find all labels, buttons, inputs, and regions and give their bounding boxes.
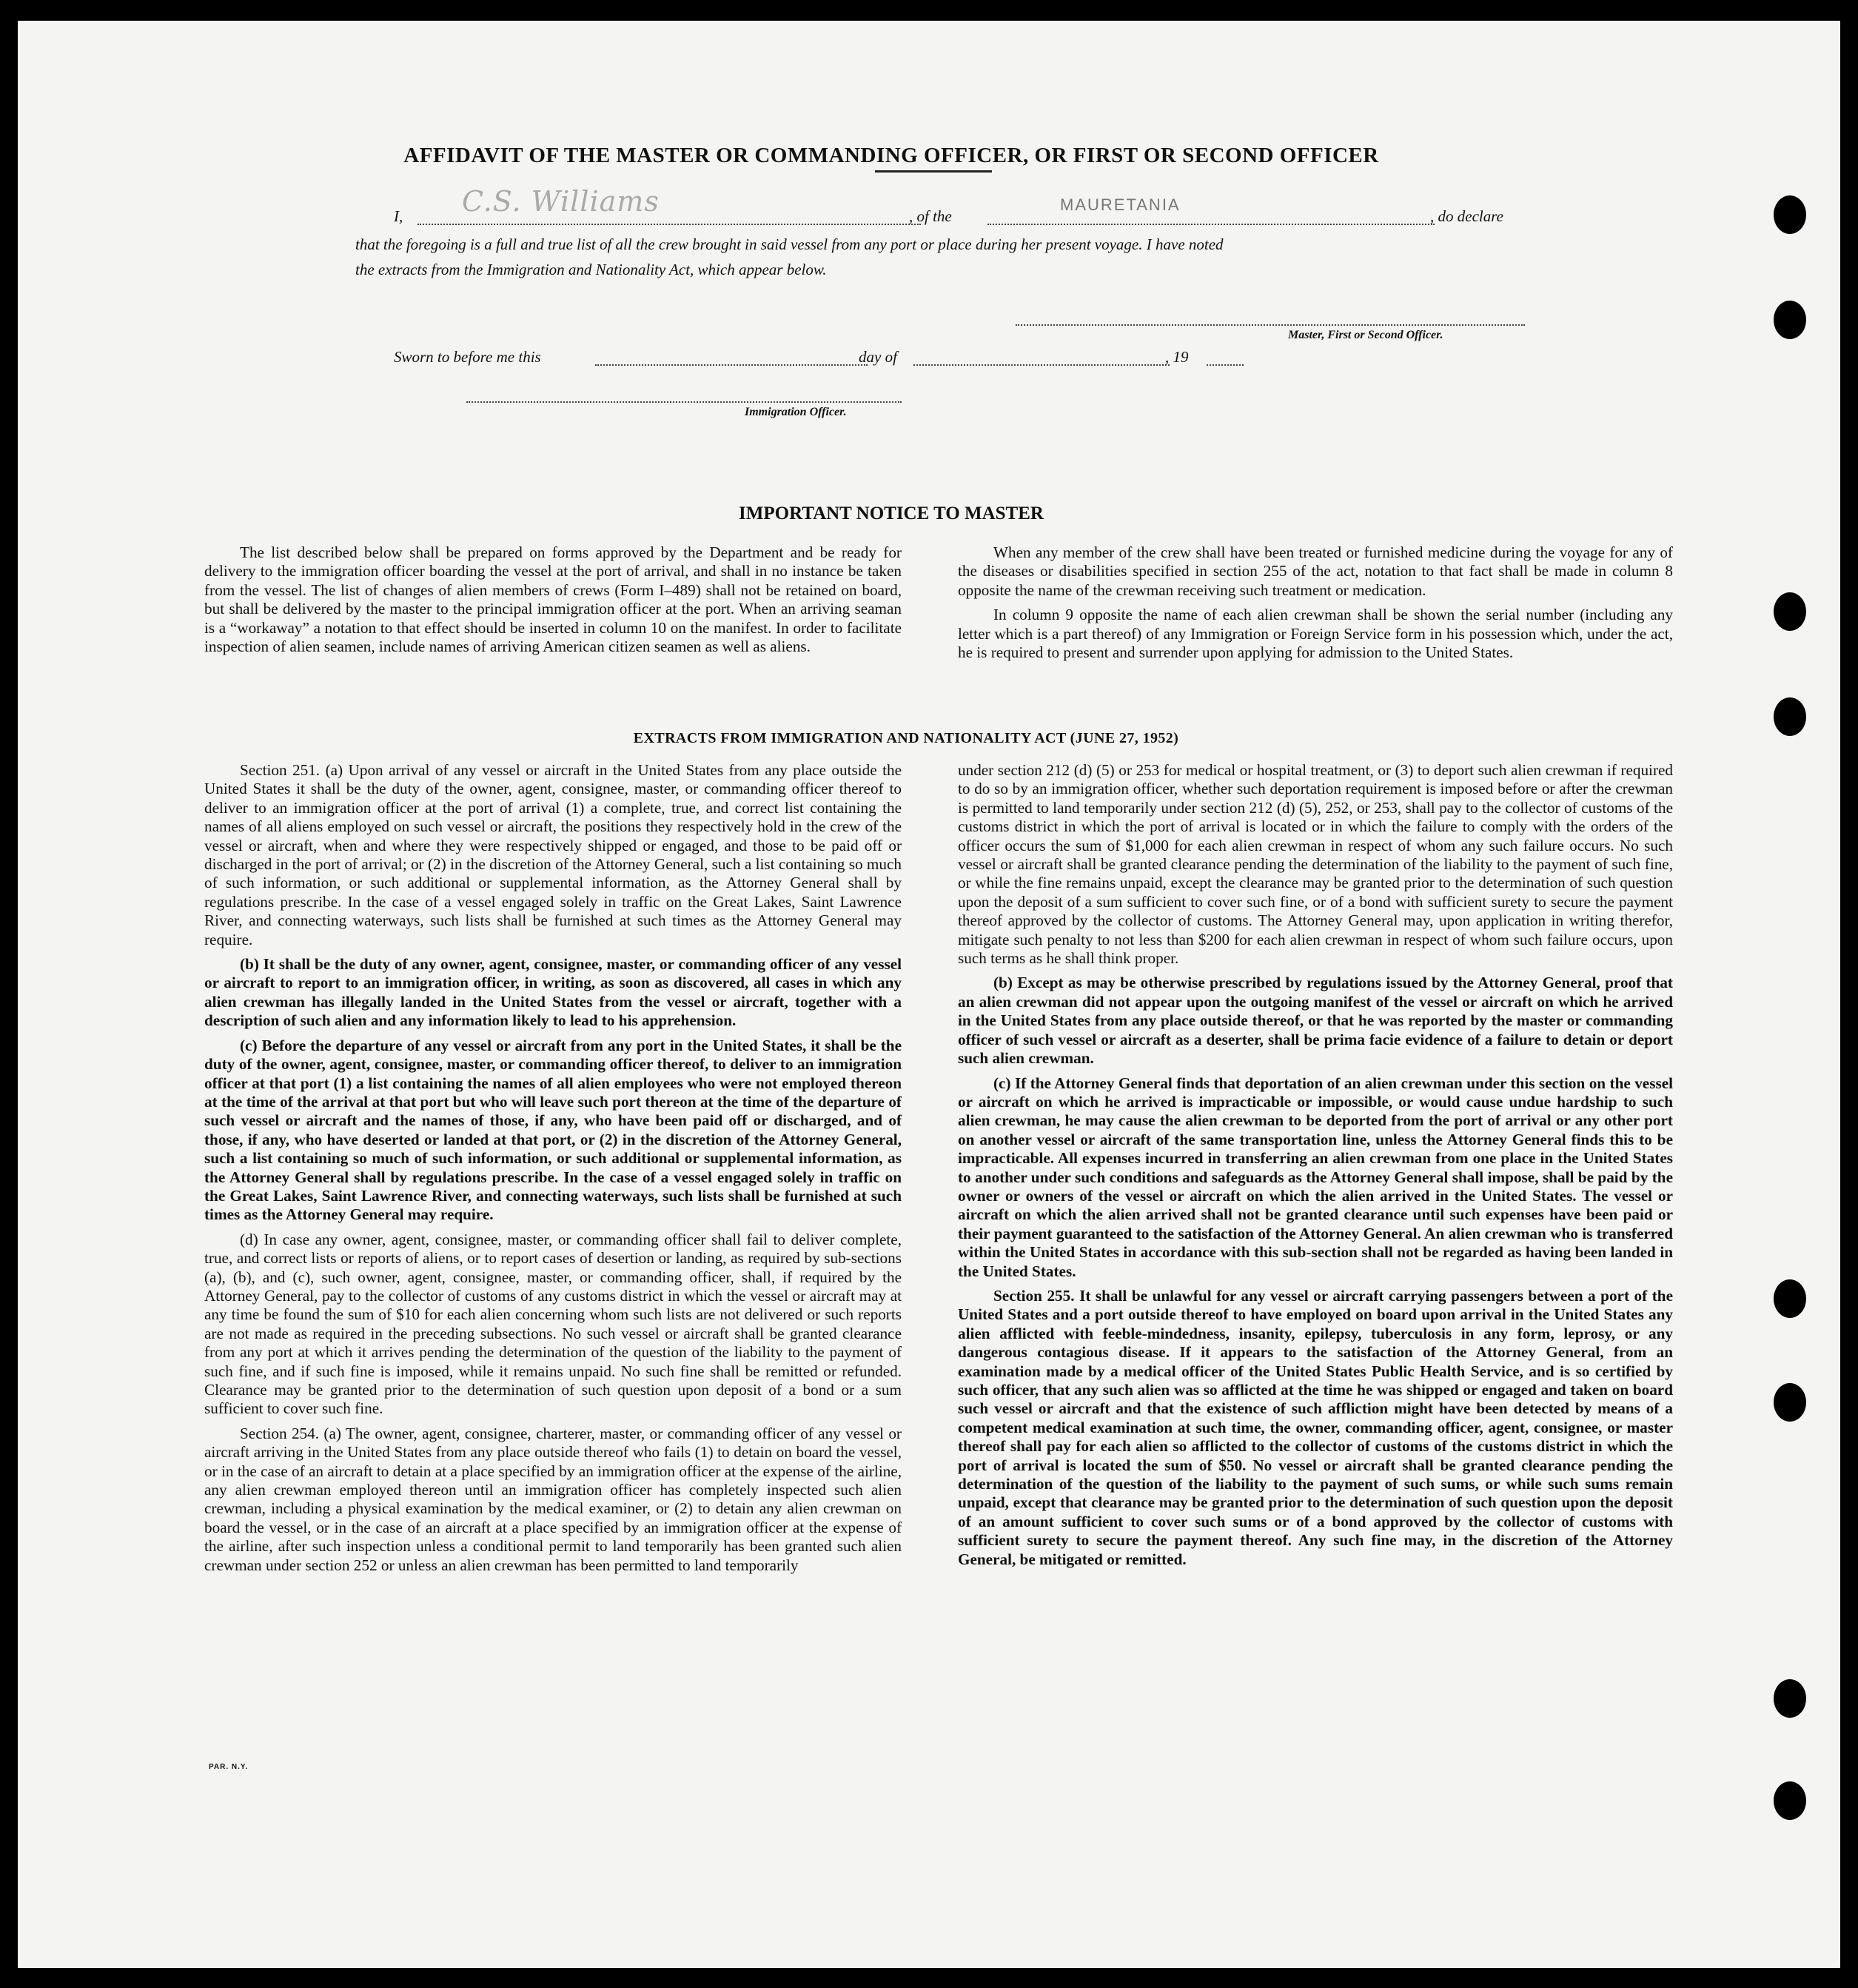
section-254-a-continued: under section 212 (d) (5) or 253 for medical or hospital treatment, or (3) to deport such alien crewman if required to do so by an immigration officer, whether such deportation requirement is imposed before or after the crewman is permitted to land temporarily under section 212 (d) (5), 252, or 253, shall pay to the collector of customs of the customs district in which the port of arrival is located or in which the failure to comply with the orders of the officer occurs the sum of $1,000 for each alien crewman in respect of whom any such failure occurs. No such vessel or aircraft shall be granted clearance pending the determination of the liability to the payment of such fine, or while the fine remains unpaid, except the clearance may be granted prior to the determination of such question upon the deposit of a sum sufficient to cover such fine, or of a bond with sufficient surety to secure the payment thereof approved by the collector of customs. The Attorney General may, upon application in writing therefor, mitigate such penalty to not less than $200 for each alien crewman in respect of whom such failure occurs, upon such terms as he shall think proper. xyxy=(958,761,1673,968)
punch-hole xyxy=(1774,1279,1806,1318)
section-255: Section 255. It shall be unlawful for any vessel or aircraft carrying passengers between a port of the United States and a port outside thereof to have employed on board upon arrival in the United States any alien afflicted with feeble-mindedness, insanity, epilepsy, tuberculosis in any form, leprosy, or any dangerous contagious disease. If it appears to the satisfaction of the Attorney General, from an examination made by a medical officer of the United States Public Health Service, and is so certified by such officer, that any such alien was so afflicted at the time he was shipped or engaged and taken on board such vessel or aircraft and that the existence of such affliction might have been detected by means of a competent medical examination at such time, the owner, commanding officer, agent, consignee, or master thereof shall pay for each alien so afflicted to the collector of customs of the customs district in which the port of arrival is located the sum of $50. No vessel or aircraft shall be granted clearance pending the determination of the question of the liability to the payment of such sums, or while such sums remain unpaid, except that clearance may be granted prior to the determination of such question upon the deposit of an amount sufficient to cover such sums or of a bond approved by the collector of customs with sufficient surety to secure the payment thereof. Any such fine may, in the discretion of the Attorney General, be mitigated or remitted. xyxy=(958,1286,1673,1568)
sworn-label: Sworn to before me this xyxy=(394,348,541,366)
master-signature: C.S. Williams xyxy=(462,185,660,218)
day-of-label: day of xyxy=(859,348,897,366)
master-signature-line xyxy=(1016,324,1525,326)
punch-hole xyxy=(1774,1679,1806,1718)
notice-right-paragraph-1: When any member of the crew shall have been treated or furnished medicine during the voyage for any of the diseases or disabilities specified in section 255 of the act, notation to that fact shall be made in column 8 opposite the name of the crewman receiving such treatment or medication. xyxy=(958,543,1673,599)
declaration-line-2: the extracts from the Immigration and Nationality Act, which appear below. xyxy=(355,261,827,278)
notice-title: IMPORTANT NOTICE TO MASTER xyxy=(739,503,1044,523)
immigration-officer-line xyxy=(466,401,902,403)
extracts-title: EXTRACTS FROM IMMIGRATION AND NATIONALITY ACT (JUNE 27, 1952) xyxy=(633,730,1179,746)
document-page xyxy=(18,21,1840,1968)
name-line xyxy=(417,224,921,225)
section-254-c: (c) If the Attorney General finds that deportation of an alien crewman under this section on the vessel or aircraft on which he arrived is impracticable or impossible, or would cause undue hardship to such alien crewman, he may cause the alien crewman to be deported from the port of arrival or any other port on another vessel or aircraft of the same transportation line, unless the Attorney General finds this to be impracticable. All expenses incurred in transferring an alien crewman from one place in the United States to another under such conditions and safeguards as the Attorney General shall impose, shall be paid by the owner or owners of the vessel or aircraft on which the alien arrived in the United States. The vessel or aircraft on which the alien arrived shall not be granted clearance until such expenses have been paid or their payment guaranteed to the satisfaction of the Attorney General. An alien crewman who is transferred within the United States in accordance with this sub-section shall not be regarded as having been landed in the United States. xyxy=(958,1074,1673,1280)
section-254-b: (b) Except as may be otherwise prescribed by regulations issued by the Attorney General, proof that an alien crewman did not appear upon the outgoing manifest of the vessel or aircraft on which he arrived in the United States from any place outside thereof, or that he was reported by the master or commanding officer of such vessel or aircraft as a deserter, shall be prima facie evidence of a failure to detain or deport such alien crewman. xyxy=(958,974,1673,1068)
vessel-name-stamp: MAURETANIA xyxy=(1060,195,1181,214)
affidavit-title: AFFIDAVIT OF THE MASTER OR COMMANDING OFFICER, OR FIRST OR SECOND OFFICER xyxy=(403,144,1379,167)
sworn-day-line xyxy=(595,364,868,366)
i-label: I, xyxy=(394,207,403,225)
section-254-a: Section 254. (a) The owner, agent, consignee, charterer, master, or commanding officer of any vessel or aircraft arriving in the United States from any place outside thereof who fails (1) to detain on board the vessel, or in the case of an aircraft to detain at a place specified by an immigration officer at the expense of the airline, any alien crewman employed thereon until an immigration officer has completely inspected such alien crewman, including a physical examination by the medical examiner, or (2) to detain any alien crewman on board the vessel, or in the case of an aircraft at a place specified by an immigration officer at the expense of the airline, after such inspection unless a conditional permit to land temporarily has been granted such alien crewman under section 252 or unless an alien crewman has been permitted to land temporarily xyxy=(204,1424,902,1574)
section-251-d: (d) In case any owner, agent, consignee, master, or commanding officer shall fail to deliver complete, true, and correct lists or reports of aliens, or to report cases of desertion or landing, as required by sub-sections (a), (b), and (c), such owner, agent, consignee, master, or commanding officer, shall, if required by the Attorney General, pay to the collector of customs of any customs district in which the vessel or aircraft may at any time be found the sum of $10 for each alien concerning whom such lists are not delivered or such reports are not made as required in the preceding subsections. No such vessel or aircraft shall be granted clearance from any port at which it arrives pending the determination of the question of the liability to the payment of such fine, and if such fine is imposed, while it remains unpaid. No such fine shall be remitted or refunded. Clearance may be granted prior to the determination of such question upon deposit of a bond or a sum sufficient to cover such fine. xyxy=(204,1230,902,1418)
sworn-month-line xyxy=(913,364,1170,366)
notice-left-paragraph: The list described below shall be prepared on forms approved by the Department and be ready for delivery to the immigration officer boarding the vessel at the port of arrival, and shall in no instance be taken from the vessel. The list of changes of alien members of crews (Form I–489) shall not be retained on board, but shall be delivered by the master to the principal immigration officer at the port. When an arriving seaman is a “workaway” a notation to that effect should be inserted in column 10 on the manifest. In order to facilitate inspection of alien seamen, include names of arriving American citizen seamen as well as aliens. xyxy=(204,543,902,656)
extracts-right-column xyxy=(958,761,1673,1575)
section-251-b: (b) It shall be the duty of any owner, agent, consignee, master, or commanding officer of any vessel or aircraft to report to an immigration officer, in writing, as soon as discovered, all cases in which any alien crewman has illegally landed in the United States from the vessel or aircraft, together with a description of such alien and any information likely to lead to his apprehension. xyxy=(204,955,902,1030)
year-line xyxy=(1207,364,1244,366)
year-label: , 19 xyxy=(1165,348,1189,366)
punch-hole xyxy=(1774,301,1806,339)
do-declare-label: , do declare xyxy=(1430,207,1503,225)
punch-hole xyxy=(1774,592,1806,631)
vessel-line xyxy=(987,224,1435,225)
extracts-left-column xyxy=(204,761,902,1581)
title-rule xyxy=(875,170,992,173)
declaration-line-1: that the foregoing is a full and true list of all the crew brought in said vessel from any port or place during her present voyage. I have noted xyxy=(355,235,1224,253)
section-251-a: Section 251. (a) Upon arrival of any vessel or aircraft in the United States from any place outside the United States it shall be the duty of the owner, agent, consignee, master, or commanding officer thereof to deliver to an immigration officer at the port of arrival (1) a complete, true, and correct list containing the names of all aliens employed on such vessel or aircraft, the positions they respectively hold in the crew of the vessel or aircraft, when and where they were respectively shipped or engaged, and those to be paid off or discharged in the port of arrival; or (2) in the discretion of the Attorney General, such a list containing so much of such information, or such additional or supplemental information, as the Attorney General shall by regulations prescribe. In the case of a vessel engaged solely in traffic on the Great Lakes, Saint Lawrence River, and connecting waterways, such lists shall be furnished at such times as the Attorney General may require. xyxy=(204,761,902,948)
of-the-label: , of the xyxy=(909,207,952,225)
section-251-c: (c) Before the departure of any vessel or aircraft from any port in the United States, it shall be the duty of the owner, agent, consignee, master, or commanding officer thereof, to deliver to an immigration officer at that port (1) a list containing the names of all alien employees who were not employed thereon at the time of the arrival at that port but who will leave such port thereon at the time of the departure of such vessel or aircraft and the names of those, if any, who have been paid off or discharged, and of those, if any, who have deserted or landed at that port, or (2) in the discretion of the Attorney General, such a list containing so much of such information, or such additional or supplemental information, as the Attorney General shall by regulations prescribe. In the case of a vessel engaged solely in traffic on the Great Lakes, Saint Lawrence River, and connecting waterways, such lists shall be furnished at such times as the Attorney General may require. xyxy=(204,1036,902,1224)
immigration-officer-label: Immigration Officer. xyxy=(745,406,847,418)
master-label: Master, First or Second Officer. xyxy=(1288,329,1443,341)
notice-left-column xyxy=(204,543,902,662)
notice-right-paragraph-2: In column 9 opposite the name of each alien crewman shall be shown the serial number (including any letter which is a part thereof) of any Immigration or Foreign Service form in his possession which, under the act, he is required to present and surrender upon applying for admission to the United States. xyxy=(958,606,1673,662)
punch-hole xyxy=(1774,1383,1806,1422)
printer-mark: PAR. N.Y. xyxy=(209,1763,249,1771)
punch-hole xyxy=(1774,195,1806,234)
punch-hole xyxy=(1774,1781,1806,1820)
notice-right-column xyxy=(958,543,1673,668)
